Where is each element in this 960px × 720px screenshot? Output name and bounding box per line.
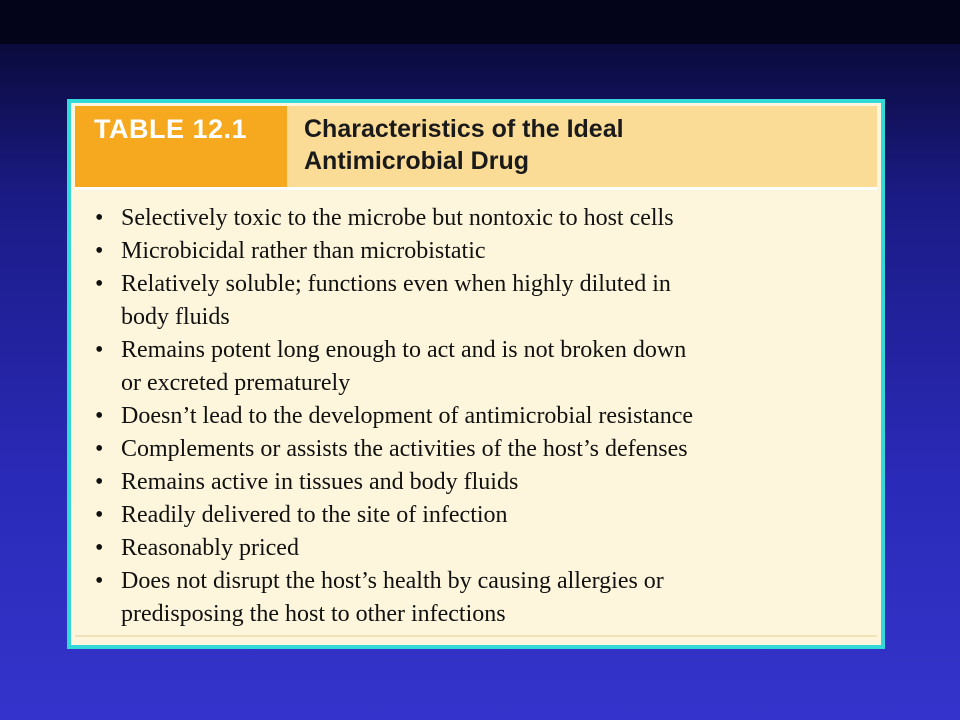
bullet-icon: • [95,271,104,297]
list-item [93,565,873,631]
bullet-icon: • [95,238,104,264]
table-title-line: Antimicrobial Drug [304,147,530,175]
list-item-text: Reasonably priced [121,535,299,561]
list-item-text: Does not disrupt the host’s health by causing allergies or [121,568,664,594]
list-item [93,433,873,466]
bullet-icon: • [95,535,104,561]
bullet-icon: • [95,403,104,429]
header-divider [75,187,877,190]
table-panel [67,99,885,649]
list-item-text: Remains potent long enough to act and is not broken down [121,337,687,363]
list-item-text: Microbicidal rather than microbistatic [121,238,486,264]
characteristics-list [93,202,873,631]
list-item-text: Remains active in tissues and body fluids [121,469,519,495]
bullet-icon: • [95,502,104,528]
list-item [93,334,873,400]
table-body [75,106,877,637]
list-item-text-continued: predisposing the host to other infections [121,601,506,627]
list-item-text-continued: or excreted prematurely [121,370,351,396]
table-number: TABLE 12.1 [94,114,248,144]
table-title [304,113,624,177]
list-item [93,400,873,433]
list-item-text: Selectively toxic to the microbe but nontoxic to host cells [121,205,674,231]
table-title-line: Characteristics of the Ideal [304,115,624,143]
table-footer-rule [75,635,877,637]
list-item-text: Relatively soluble; functions even when highly diluted in [121,271,671,297]
bullet-icon: • [95,469,104,495]
list-item [93,466,873,499]
list-item [93,499,873,532]
bullet-icon: • [95,337,104,363]
list-item [93,202,873,235]
table-label-block [75,106,287,187]
slide-top-band [0,0,960,44]
bullet-icon: • [95,568,104,594]
bullet-icon: • [95,205,104,231]
list-item-text-continued: body fluids [121,304,230,330]
list-item [93,532,873,565]
list-item-text: Doesn’t lead to the development of antimicrobial resistance [121,403,694,429]
list-item-text: Complements or assists the activities of the host’s defenses [121,436,688,462]
bullet-icon: • [95,436,104,462]
list-item [93,235,873,268]
list-item-text: Readily delivered to the site of infection [121,502,508,528]
table-header [75,106,877,187]
list-item [93,268,873,334]
